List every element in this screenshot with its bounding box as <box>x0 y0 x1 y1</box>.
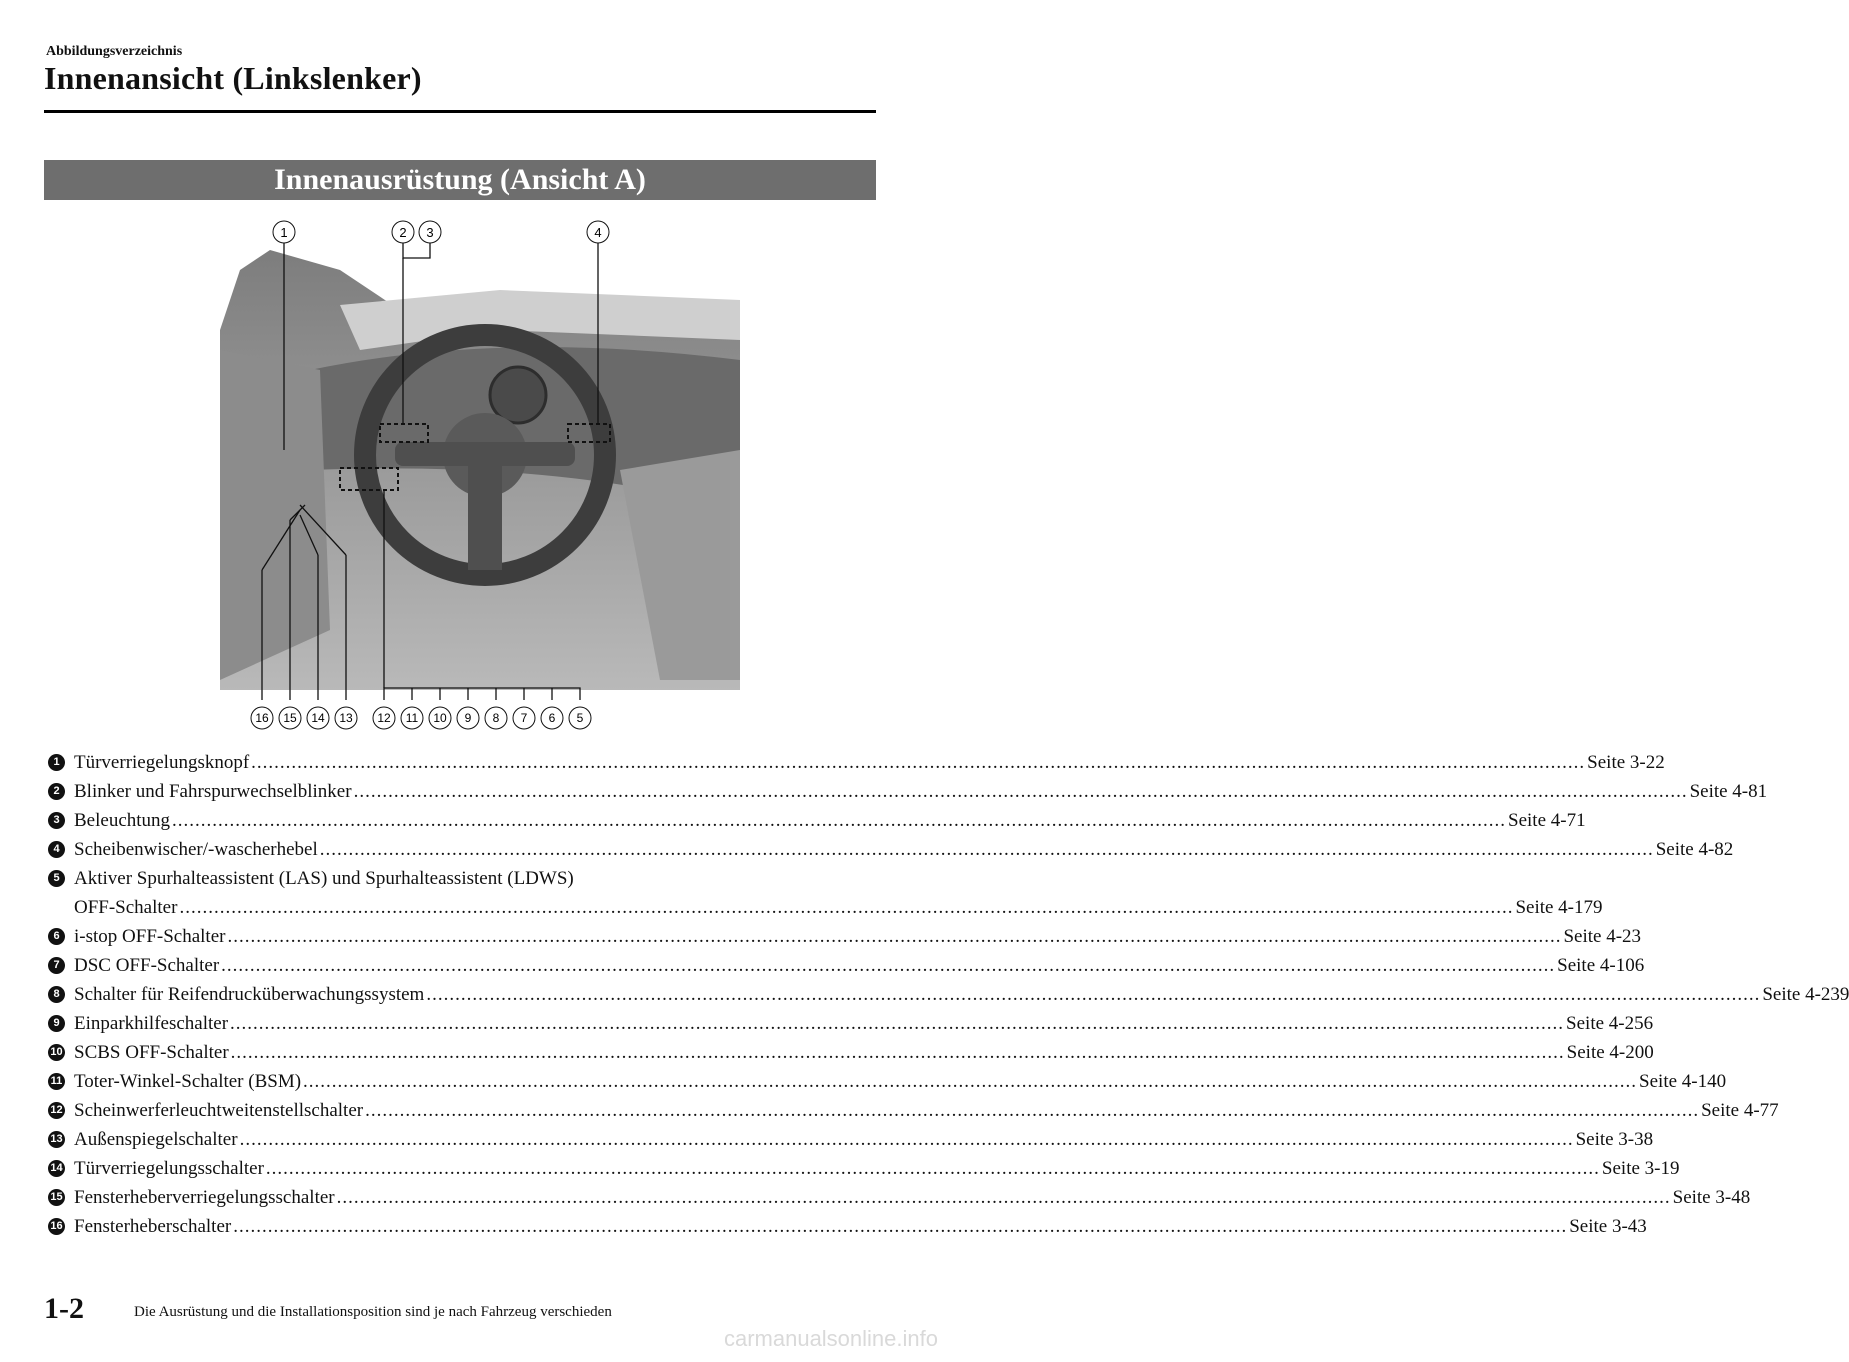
item-number: 6 <box>48 928 65 945</box>
item-label-line1: Aktiver Spurhalteassistent (LAS) und Spurhalteassistent (LDWS) <box>74 868 574 889</box>
watermark[interactable]: carmanualsonline.info <box>723 1326 938 1351</box>
list-item <box>48 1038 1654 1067</box>
item-number: 16 <box>48 1218 65 1235</box>
svg-text:16: 16 <box>255 711 269 725</box>
page-number: 1-2 <box>44 1292 84 1325</box>
callout-2 <box>392 221 414 243</box>
item-number: 11 <box>48 1073 65 1090</box>
item-label: Toter-Winkel-Schalter (BSM) <box>74 1071 302 1092</box>
callouts-top <box>273 221 609 243</box>
interior-illustration <box>200 210 740 740</box>
item-number: 14 <box>48 1160 65 1177</box>
callout-1 <box>273 221 295 243</box>
item-label: Scheibenwischer/-wascherhebel <box>74 839 318 860</box>
callout-4 <box>587 221 609 243</box>
section-label: Abbildungsverzeichnis <box>46 44 183 59</box>
list-item <box>48 951 1645 980</box>
list-item <box>48 864 1603 922</box>
callout-9 <box>457 707 479 729</box>
item-page-ref: Seite 4-23 <box>1563 926 1642 947</box>
callout-14 <box>307 707 329 729</box>
list-item <box>48 1212 1647 1241</box>
item-label: Blinker und Fahrspurwechselblinker <box>74 781 352 802</box>
list-item <box>48 1125 1654 1154</box>
item-page-ref: Seite 4-239 <box>1762 984 1849 1005</box>
item-number: 7 <box>48 957 65 974</box>
callout-5 <box>569 707 591 729</box>
component-list <box>48 748 1849 1241</box>
page-title: Innenansicht (Linkslenker) <box>44 60 422 96</box>
item-label: Schalter für Reifendrucküberwachungssystem <box>74 984 425 1005</box>
item-number: 4 <box>48 841 65 858</box>
callout-6 <box>541 707 563 729</box>
svg-text:8: 8 <box>492 711 500 725</box>
item-page-ref: Seite 4-200 <box>1566 1042 1654 1063</box>
item-number: 3 <box>48 812 65 829</box>
item-page-ref: Seite 4-81 <box>1689 781 1768 802</box>
list-item <box>48 1009 1654 1038</box>
svg-text:12: 12 <box>377 711 391 725</box>
item-label: SCBS OFF-Schalter <box>74 1042 229 1063</box>
instrument-cluster <box>490 367 546 423</box>
item-page-ref: Seite 3-38 <box>1575 1129 1654 1150</box>
list-item <box>48 748 1665 777</box>
section-banner: Innenausrüstung (Ansicht A) <box>44 160 876 200</box>
callout-12 <box>373 707 395 729</box>
svg-text:13: 13 <box>339 711 353 725</box>
item-number: 2 <box>48 783 65 800</box>
item-page-ref: Seite 4-82 <box>1655 839 1734 860</box>
item-page-ref: Seite 4-140 <box>1639 1071 1727 1092</box>
svg-text:15: 15 <box>283 711 297 725</box>
svg-text:7: 7 <box>520 711 528 725</box>
svg-text:6: 6 <box>548 711 556 725</box>
item-label: i-stop OFF-Schalter <box>74 926 226 947</box>
steering-lower-spoke <box>468 460 502 570</box>
item-label: DSC OFF-Schalter <box>74 955 220 976</box>
svg-text:10: 10 <box>433 711 447 725</box>
svg-text:1: 1 <box>280 225 288 240</box>
item-page-ref: Seite 4-77 <box>1701 1100 1779 1121</box>
list-item <box>48 1067 1727 1096</box>
item-label: OFF-Schalter <box>74 897 178 918</box>
item-page-ref: Seite 4-179 <box>1515 897 1603 918</box>
item-number: 5 <box>48 870 65 887</box>
svg-text:14: 14 <box>311 711 325 725</box>
item-label: Türverriegelungsknopf <box>74 752 250 773</box>
callout-11 <box>401 707 423 729</box>
callout-8 <box>485 707 507 729</box>
item-number: 13 <box>48 1131 65 1148</box>
item-page-ref: Seite 4-71 <box>1508 810 1586 831</box>
callout-16 <box>251 707 273 729</box>
list-item <box>48 806 1586 835</box>
footer-note: Die Ausrüstung und die Installationsposition sind je nach Fahrzeug verschieden <box>134 1304 612 1320</box>
item-number: 1 <box>48 754 65 771</box>
callout-10 <box>429 707 451 729</box>
callout-13 <box>335 707 357 729</box>
callout-15 <box>279 707 301 729</box>
item-number: 15 <box>48 1189 65 1206</box>
door-panel <box>220 350 330 680</box>
svg-text:4: 4 <box>594 225 602 240</box>
item-number: 10 <box>48 1044 65 1061</box>
svg-text:9: 9 <box>464 711 472 725</box>
dashboard-drawing <box>200 210 740 740</box>
item-label: Fensterheberverriegelungsschalter <box>74 1187 335 1208</box>
item-page-ref: Seite 4-256 <box>1566 1013 1654 1034</box>
item-page-ref: Seite 3-48 <box>1672 1187 1751 1208</box>
item-label: Türverriegelungsschalter <box>74 1158 264 1179</box>
item-label: Beleuchtung <box>74 810 171 831</box>
svg-text:11: 11 <box>405 711 419 725</box>
list-item <box>48 1154 1680 1183</box>
list-item <box>48 835 1734 864</box>
list-item <box>48 922 1642 951</box>
svg-text:5: 5 <box>576 711 584 725</box>
item-page-ref: Seite 3-43 <box>1569 1216 1647 1237</box>
item-page-ref: Seite 4-106 <box>1557 955 1645 976</box>
title-rule <box>44 110 876 113</box>
item-number: 12 <box>48 1102 65 1119</box>
item-page-ref: Seite 3-19 <box>1601 1158 1680 1179</box>
list-item <box>48 980 1849 1009</box>
svg-text:2: 2 <box>399 225 407 240</box>
item-label: Scheinwerferleuchtweitenstellschalter <box>74 1100 364 1121</box>
item-label: Einparkhilfeschalter <box>74 1013 229 1034</box>
item-label: Außenspiegelschalter <box>74 1129 238 1150</box>
item-page-ref: Seite 3-22 <box>1587 752 1665 773</box>
callout-7 <box>513 707 535 729</box>
item-number: 9 <box>48 1015 65 1032</box>
list-item <box>48 1183 1751 1212</box>
list-item <box>48 1096 1779 1125</box>
item-label: Fensterheberschalter <box>74 1216 232 1237</box>
svg-text:3: 3 <box>426 225 434 240</box>
callout-3 <box>419 221 441 243</box>
callouts-bottom <box>251 707 591 729</box>
item-number: 8 <box>48 986 65 1003</box>
list-item <box>48 777 1768 806</box>
